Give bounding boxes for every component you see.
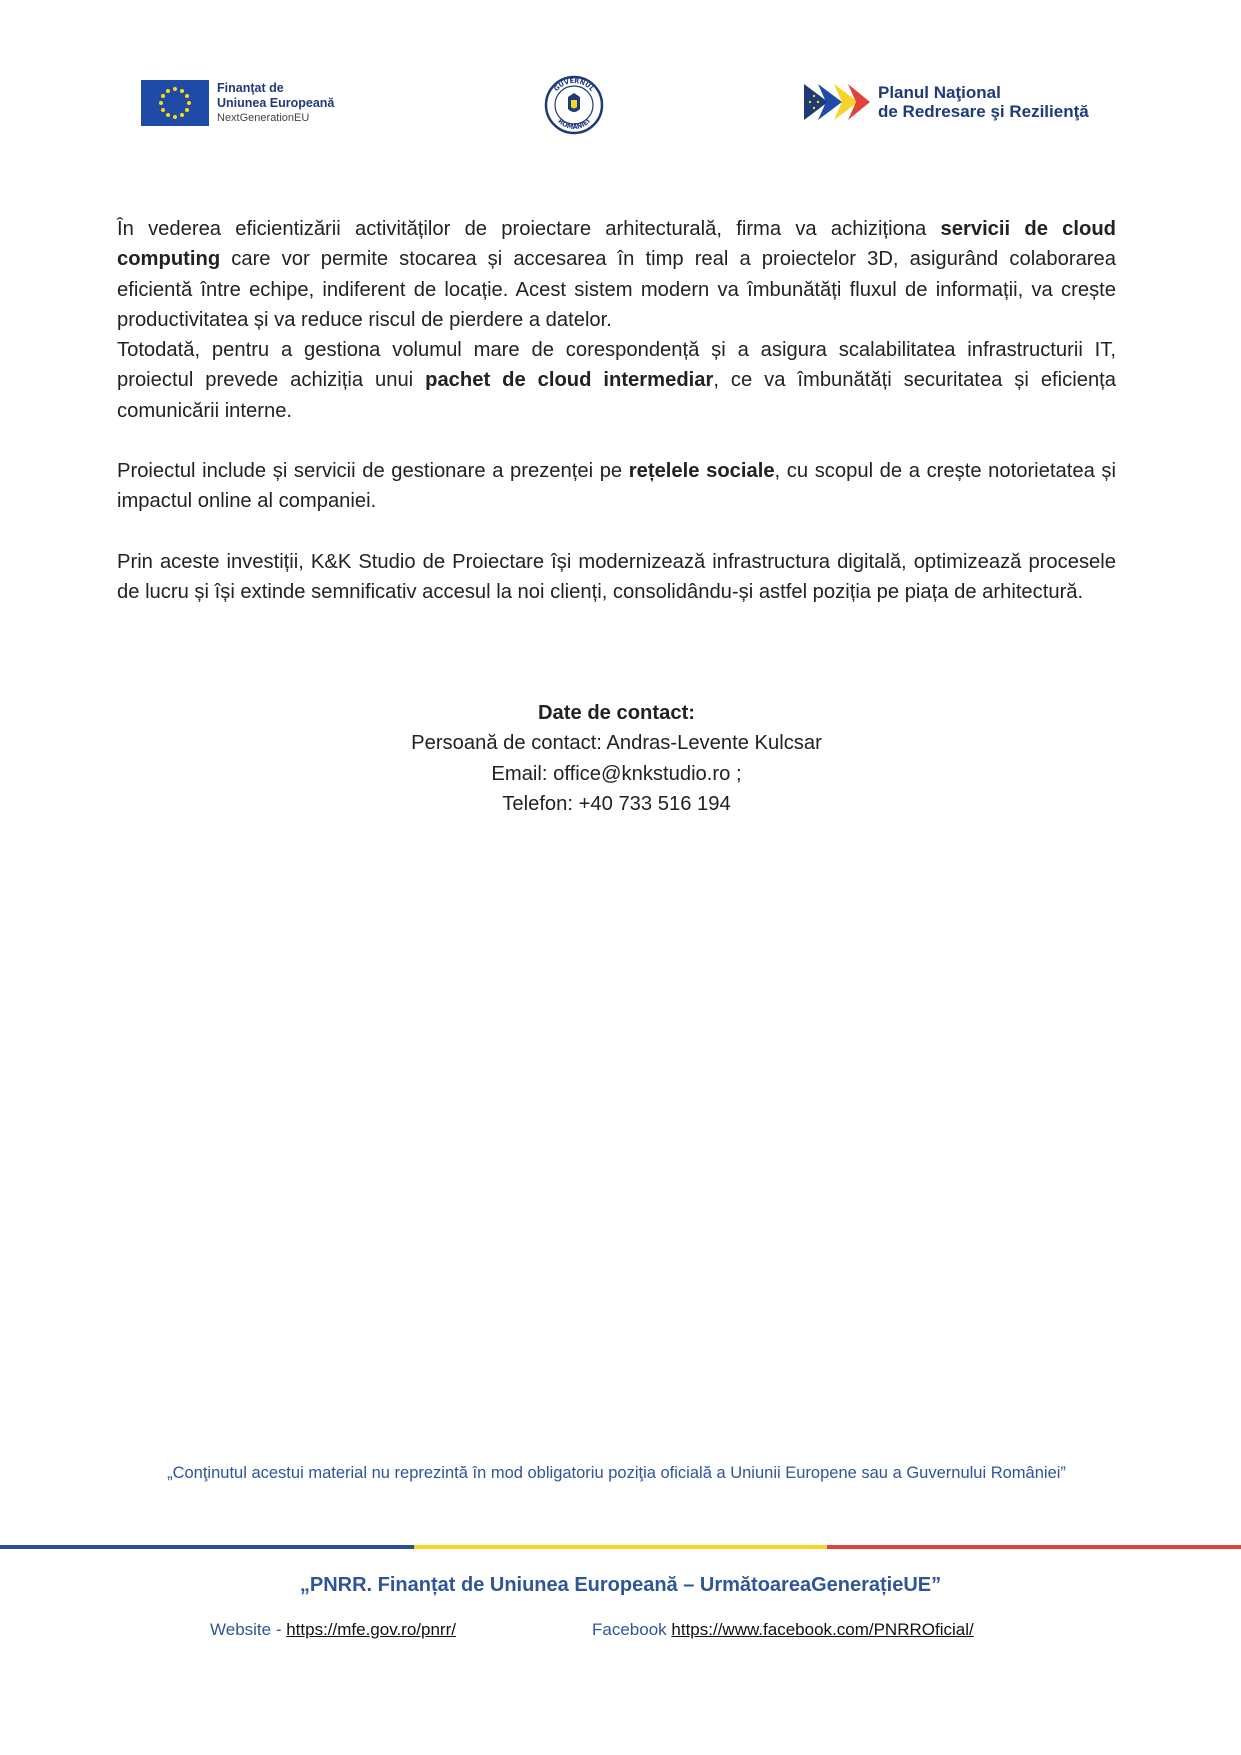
p2-text-a: Totodată, pentru a gestiona volumul mare de corespondență și a asigura scalabilitatea infrastructurii IT, proiectul prevede achiziția unui [117,339,1116,392]
divider-blue [0,1545,414,1549]
paragraph-social-media [117,456,1116,517]
p3-text-c: , cu scopul de a crește notorietatea și impactul online al companiei. [117,460,1116,513]
divider-red [827,1545,1241,1549]
pnrr-logo-line1: Planul Naţional [878,83,1001,102]
eu-logo-line3: NextGenerationEU [217,111,310,124]
eu-disclaimer: „Conţinutul acestui material nu reprezintă în mod obligatoriu poziţia oficială a Uniunii Europene sau a Guvernului României” [167,1464,1066,1482]
contact-person: Persoană de contact: Andras-Levente Kulcsar [411,732,822,755]
p2-text-c: , ce va îmbunătăți securitatea și eficiența comunicării interne. [117,369,1117,422]
pnrr-slogan: „PNRR. Finanțat de Uniunea Europeană – UrmătoareaGenerațieUE” [299,1574,942,1596]
eu-funding-logo [141,78,334,128]
facebook-label: Facebook [592,1620,672,1639]
p2-bold: pachet de cloud intermediar [425,369,714,392]
eu-flag-icon [141,80,209,126]
eu-logo-line2: Uniunea Europeană [217,95,335,110]
website-label: Website - [210,1620,287,1639]
p1-bold: servicii de cloud computing [117,218,1116,271]
facebook-link[interactable]: https://www.facebook.com/PNRROficial/ [671,1620,974,1639]
eu-logo-line1: Finanţat de [217,80,284,95]
article-body [117,214,1116,607]
gov-seal-text-top: GUVERNUL [552,76,596,93]
facebook-link-group [592,1620,974,1640]
pnrr-logo [804,82,1089,122]
pnrr-logo-line2: de Redresare şi Rezilienţă [878,102,1089,121]
tricolor-divider [0,1545,1241,1549]
pnrr-arrows-icon [804,82,870,122]
gov-seal-text-bottom: ROMÂNIEI [556,117,592,132]
svg-text:GUVERNUL [552,77,596,93]
p1-text-a: În vederea eficientizării activităților de proiectare arhitecturală, firma va achiziționa [117,218,941,240]
website-link[interactable]: https://mfe.gov.ro/pnrr/ [286,1620,456,1639]
contact-title: Date de contact: [537,702,696,724]
contact-email: Email: office@knkstudio.ro ; [491,762,742,785]
divider-yellow [414,1545,828,1549]
p3-text-a: Proiectul include și servicii de gestionare a prezenței pe [117,460,629,483]
paragraph-cloud-intermediate [117,335,1116,426]
contact-block [117,698,1116,819]
p3-bold: rețelele sociale [628,460,775,483]
contact-phone: Telefon: +40 733 516 194 [502,792,731,815]
p1-text-c: care vor permite stocarea și accesarea în timp real a proiectelor 3D, asigurând colaborarea eficientă între echipe, indiferent de locație. Acest sistem modern va îmbunătăți fluxul de informații, va crește productivitatea și va reduce riscul de pierdere a datelor. [117,248,1116,331]
paragraph-conclusion: Prin aceste investiții, K&K Studio de Proiectare își modernizează infrastructura digitală, optimizează procesele de lucru și își extinde semnificativ accesul la noi clienți, consolidându-și astfel poziția pe piața de arhitectură. [117,550,1116,603]
website-link-group [210,1620,456,1640]
romanian-government-seal-icon [544,75,604,135]
paragraph-cloud-computing [117,214,1116,335]
